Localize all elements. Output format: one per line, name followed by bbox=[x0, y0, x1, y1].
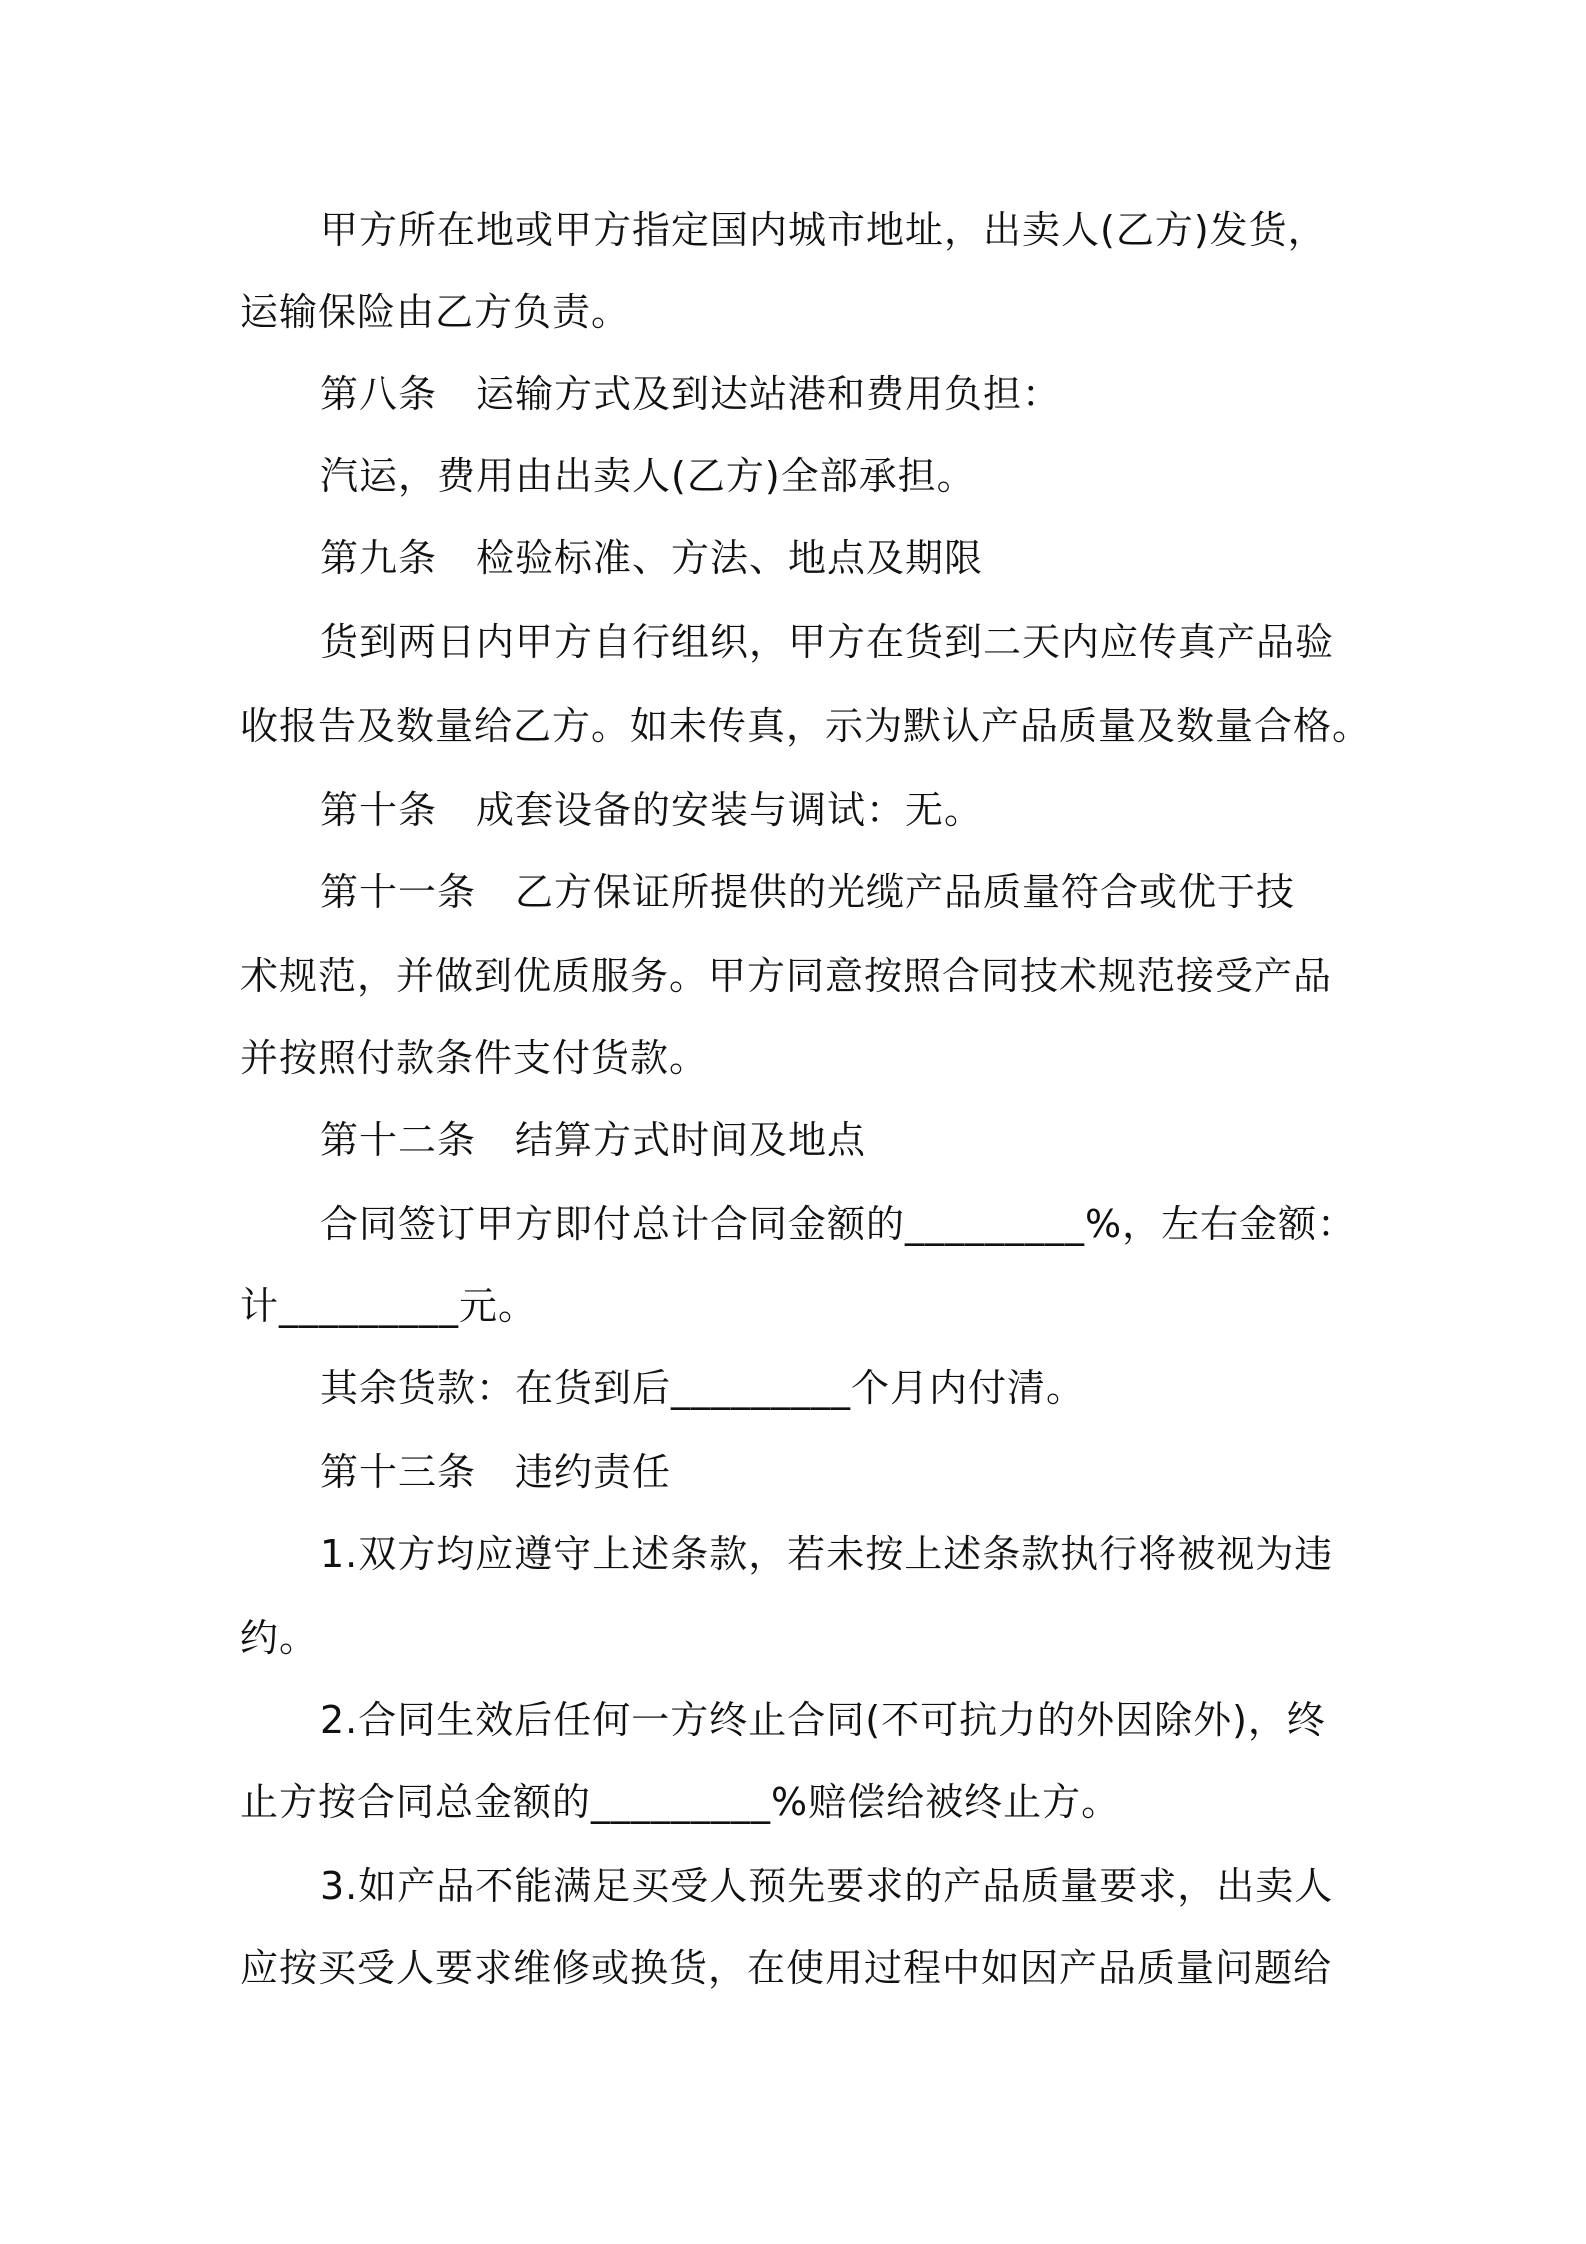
paragraph-line: 合同签订甲方即付总计合同金额的_________%，左右金额： bbox=[320, 1202, 1357, 1246]
paragraph-line: 并按照付款条件支付货款。 bbox=[240, 1036, 709, 1080]
article-heading: 第十一条 乙方保证所提供的光缆产品质量符合或优于技 bbox=[320, 870, 1296, 914]
article-heading: 第十二条 结算方式时间及地点 bbox=[320, 1118, 867, 1162]
paragraph-line: 甲方所在地或甲方指定国内城市地址，出卖人(乙方)发货， bbox=[320, 208, 1327, 252]
paragraph-line: 汽运，费用由出卖人(乙方)全部承担。 bbox=[320, 454, 976, 498]
paragraph-line: 其余货款：在货到后_________个月内付清。 bbox=[320, 1366, 1086, 1410]
article-heading: 第九条 检验标准、方法、地点及期限 bbox=[320, 536, 984, 580]
article-heading: 第十三条 违约责任 bbox=[320, 1450, 672, 1494]
paragraph-line: 术规范，并做到优质服务。甲方同意按照合同技术规范接受产品 bbox=[240, 954, 1333, 998]
paragraph-line: 2.合同生效后任何一方终止合同(不可抗力的外因除外)，终 bbox=[320, 1698, 1326, 1742]
paragraph-line: 计_________元。 bbox=[240, 1284, 538, 1328]
paragraph-line: 货到两日内甲方自行组织，甲方在货到二天内应传真产品验 bbox=[320, 620, 1335, 664]
paragraph-line: 运输保险由乙方负责。 bbox=[240, 290, 631, 334]
paragraph-line: 止方按合同总金额的_________%赔偿给被终止方。 bbox=[240, 1780, 1121, 1824]
article-heading: 第十条 成套设备的安装与调试：无。 bbox=[320, 788, 984, 832]
paragraph-line: 应按买受人要求维修或换货，在使用过程中如因产品质量问题给 bbox=[240, 1946, 1333, 1990]
paragraph-line: 约。 bbox=[240, 1616, 319, 1660]
paragraph-line: 收报告及数量给乙方。如未传真，示为默认产品质量及数量合格。 bbox=[240, 704, 1372, 748]
paragraph-line: 3.如产品不能满足买受人预先要求的产品质量要求，出卖人 bbox=[320, 1864, 1334, 1908]
paragraph-line: 1.双方均应遵守上述条款，若未按上述条款执行将被视为违 bbox=[320, 1532, 1334, 1576]
article-heading: 第八条 运输方式及到达站港和费用负担： bbox=[320, 372, 1062, 416]
